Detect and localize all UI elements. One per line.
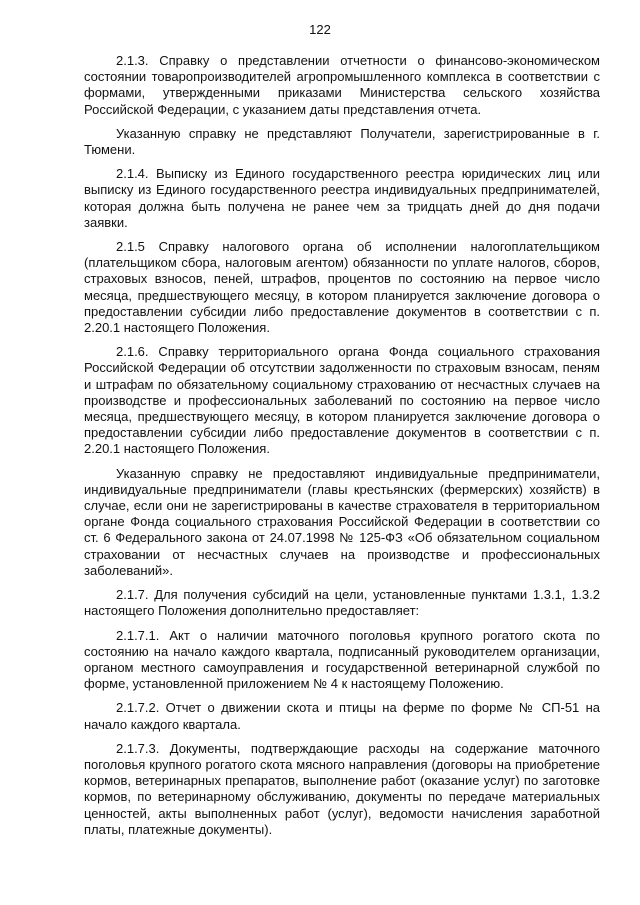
paragraph-2-1-5: 2.1.5 Справку налогового органа об исполнении налогоплательщиком (плательщиком сбора, налоговым агентом) обязанности по уплате налогов, сборов, страховых взносов, пеней, штрафов, процентов по состоянию на первое число месяца, предшествующего месяцу, в котором планируется заключение договора о предоставлении субсидии либо предоставление документов в соответствии с п. 2.20.1 настоящего Положения. — [84, 239, 600, 336]
document-body — [84, 53, 600, 846]
paragraph-2-1-7-1: 2.1.7.1. Акт о наличии маточного поголовья крупного рогатого скота по состоянию на начало каждого квартала, подписанный руководителем организации, органом местного самоуправления и государственной ветеринарной службой по форме, установленной приложением № 4 к настоящему Положению. — [84, 627, 600, 692]
paragraph-2-1-4: 2.1.4. Выписку из Единого государственного реестра юридических лиц или выписку из Единого государственного реестра индивидуальных предпринимателей, которая должна быть получена не ранее чем за тридцать дней до дня подачи заявки. — [84, 166, 600, 230]
paragraph-2-1-3: 2.1.3. Справку о представлении отчетности о финансово-экономическом состоянии товаропроизводителей агропромышленного комплекса в соответствии с формами, утвержденными приказами Министерства сельского хозяйства Российской Федерации, с указанием даты представления отчета. — [84, 53, 600, 117]
page-number: 122 — [309, 22, 331, 37]
paragraph-2-1-3-note: Указанную справку не представляют Получатели, зарегистрированные в г. Тюмени. — [84, 125, 600, 158]
paragraph-2-1-7-2: 2.1.7.2. Отчет о движении скота и птицы на ферме по форме № СП-51 на начало каждого квартала. — [84, 700, 600, 732]
paragraph-2-1-6: 2.1.6. Справку территориального органа Фонда социального страхования Российской Федерации об отсутствии задолженности по страховым взносам, пеням и штрафам по обязательному социальному страхованию от несчастных случаев на производстве и профессиональных заболеваний по состоянию на первое число месяца, предшествующего месяцу, в котором планируется заключение договора о предоставлении субсидии либо предоставление документов в соответствии с п. 2.20.1 настоящего Положения. — [84, 344, 600, 457]
paragraph-2-1-7: 2.1.7. Для получения субсидий на цели, установленные пунктами 1.3.1, 1.3.2 настоящего Положения дополнительно предоставляет: — [84, 587, 600, 619]
paragraph-2-1-6-note: Указанную справку не предоставляют индивидуальные предприниматели, индивидуальные предприниматели (главы крестьянских (фермерских) хозяйств) в случае, если они не зарегистрированы в качестве страхователя в территориальном органе Фонда социального страхования Российской Федерации в соответствии со ст. 6 Федерального закона от 24.07.1998 № 125-ФЗ «Об обязательном социальном страховании от несчастных случаев на производстве и профессиональных заболеваний». — [84, 465, 600, 578]
paragraph-2-1-7-3: 2.1.7.3. Документы, подтверждающие расходы на содержание маточного поголовья крупного рогатого скота мясного направления (договоры на приобретение кормов, ветеринарных препаратов, выполнение работ (оказание услуг) по заготовке кормов, по ветеринарному обслуживанию, документы по передаче материальных ценностей, акты выполненных работ (услуг), ведомости начисления заработной платы, платежные документы). — [84, 740, 600, 837]
